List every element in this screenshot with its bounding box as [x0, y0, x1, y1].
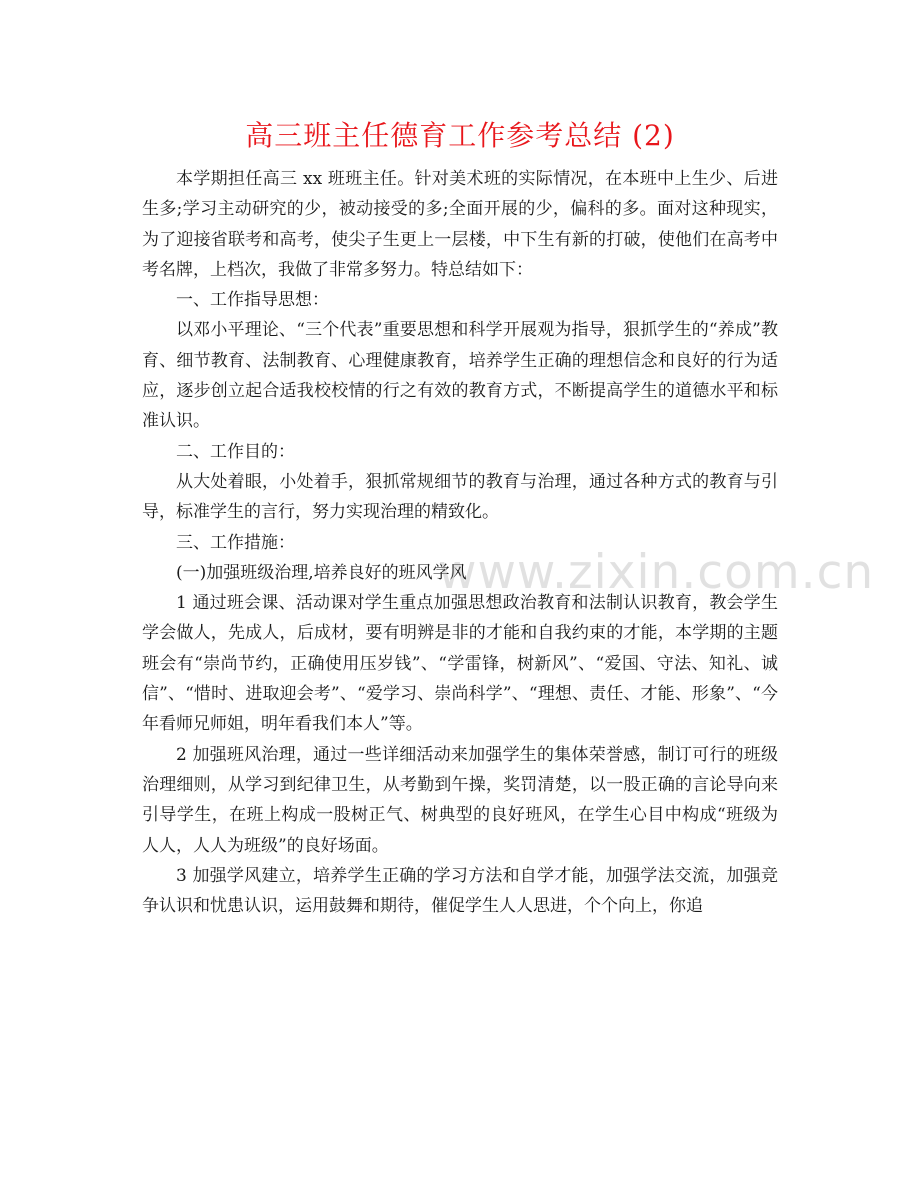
document-body [142, 164, 778, 921]
paragraph-measure-1: 1 通过班会课、活动课对学生重点加强思想政治教育和法制认识教育，教会学生学会做人，先成人，后成材，要有明辨是非的才能和自我约束的才能，本学期的主题班会有“崇尚节约，正确使用压岁钱”、“学雷锋，树新风”、“爱国、守法、知礼、诚信”、“惜时、进取迎会考”、“爱学习、崇尚科学”、“理想、责任、才能、形象”、“今年看师兄师姐，明年看我们本人”等。 [142, 593, 778, 735]
paragraph-goal: 从大处着眼，小处着手，狠抓常规细节的教育与治理，通过各种方式的教育与引导，标准学生的言行，努力实现治理的精致化。 [142, 471, 778, 523]
paragraph-measure-2: 2 加强班风治理，通过一些详细活动来加强学生的集体荣誉感，制订可行的班级治理细则，从学习到纪律卫生，从考勤到午操，奖罚清楚，以一股正确的言论导向来引导学生，在班上构成一股树正气、树典型的良好班风，在学生心目中构成“班级为人人，人人为班级”的良好场面。 [142, 744, 778, 856]
watermark-text: www.zixin.com.cn [438, 545, 875, 600]
document-title: 高三班主任德育工作参考总结 (2) [245, 119, 675, 152]
subheading-class-management: (一)加强班级治理,培养良好的班风学风 [176, 562, 467, 583]
paragraph-guiding-thought: 以邓小平理论、“三个代表”重要思想和科学开展观为指导，狠抓学生的“养成”教育、细节教育、法制教育、心理健康教育，培养学生正确的理想信念和良好的行为适应，逐步创立起合适我校校情的行之有效的教育方式，不断提高学生的道德水平和标准认识。 [142, 320, 778, 432]
paragraph-intro: 本学期担任高三 xx 班班主任。针对美术班的实际情况，在本班中上生少、后进生多;学习主动研究的少，被动接受的多;全面开展的少，偏科的多。面对这种现实，为了迎接省联考和高考，使尖子生更上一层楼，中下生有新的打破，使他们在高考中考名牌，上档次，我做了非常多努力。特总结如下： [142, 169, 778, 280]
paragraph-measure-3: 3 加强学风建立，培养学生正确的学习方法和自学才能，加强学法交流，加强竞争认识和忧患认识，运用鼓舞和期待，催促学生人人思进，个个向上，你追 [142, 865, 778, 917]
section-heading-goal: 二、工作目的： [176, 441, 295, 462]
section-heading-guiding-thought: 一、工作指导思想： [176, 290, 329, 311]
section-heading-measures: 三、工作措施： [176, 532, 295, 553]
